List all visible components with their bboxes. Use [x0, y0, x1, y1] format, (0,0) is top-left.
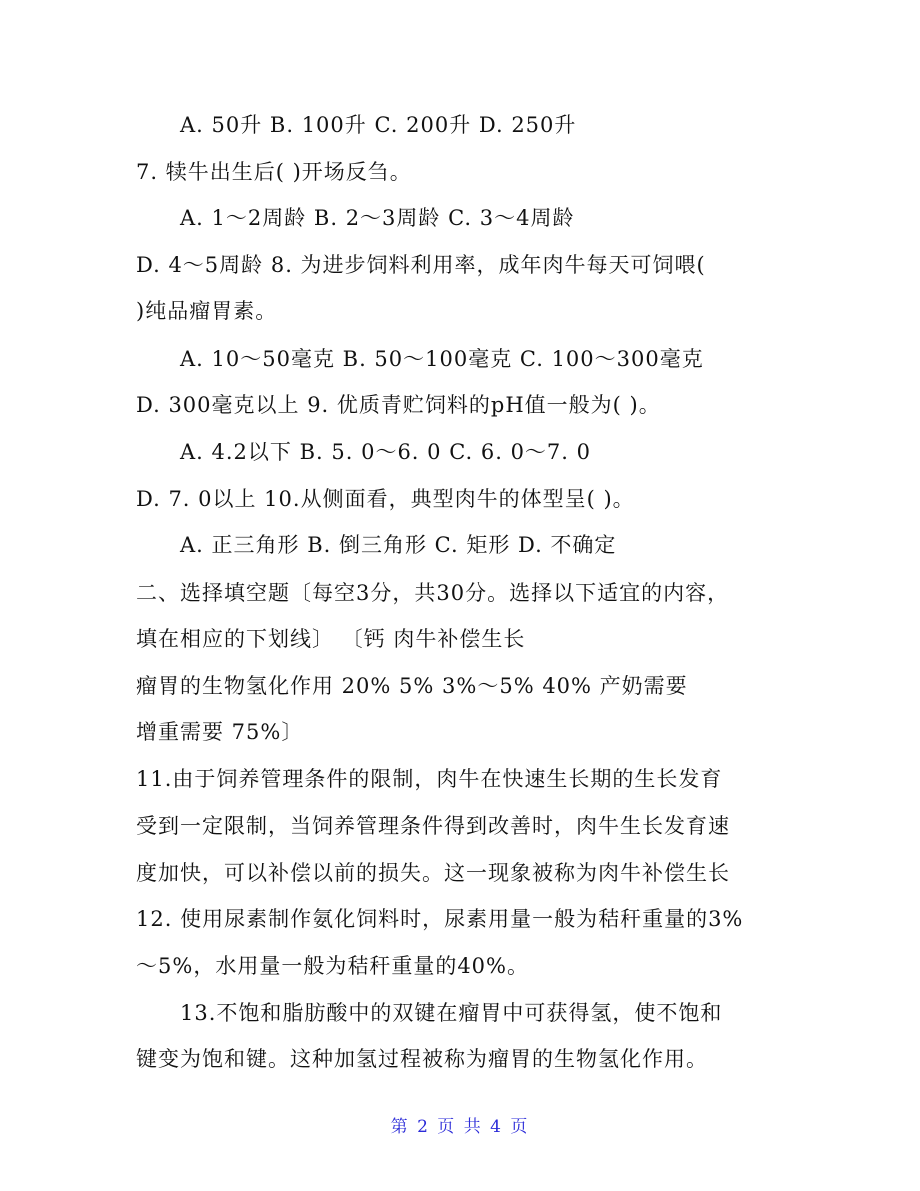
section-2-instructions: 填在相应的下划线〕 〔钙 肉牛补偿生长 [136, 627, 526, 651]
q8-option-d-q9-question: D. 300毫克以上 9. 优质青贮饲料的pH值一般为( )。 [136, 393, 661, 417]
q13-text-1: 13.不饱和脂肪酸中的双键在瘤胃中可获得氢，使不饱和 [180, 1001, 723, 1025]
q11-text-3: 度加快，可以补偿以前的损失。这一现象被称为肉牛补偿生长 [136, 861, 730, 885]
section-2-heading: 二、选择填空题〔每空3分，共30分。选择以下适宜的内容， [136, 581, 730, 605]
q8-options: A. 10～50毫克 B. 50～100毫克 C. 100～300毫克 [180, 347, 704, 371]
q7-question: 7. 犊牛出生后( )开场反刍。 [136, 160, 412, 184]
q9-options: A. 4.2以下 B. 5. 0～6. 0 C. 6. 0～7. 0 [180, 440, 592, 464]
q9-option-d-q10-question: D. 7. 0以上 10.从侧面看，典型肉牛的体型呈( )。 [136, 487, 635, 511]
page-footer: 第 2 页 共 4 页 [390, 1117, 530, 1137]
q10-options: A. 正三角形 B. 倒三角形 C. 矩形 D. 不确定 [180, 533, 617, 557]
q13-text-2: 键变为饱和键。这种加氢过程被称为瘤胃的生物氢化作用。 [136, 1047, 708, 1071]
section-2-choices: 瘤胃的生物氢化作用 20% 5% 3%～5% 40% 产奶需要 [136, 674, 688, 698]
q6-options: A. 50升 B. 100升 C. 200升 D. 250升 [180, 113, 577, 137]
q8-question-cont: )纯品瘤胃素。 [136, 299, 278, 323]
q12-text-1: 12. 使用尿素制作氨化饲料时，尿素用量一般为秸秆重量的3% [136, 907, 744, 931]
q11-text-1: 11.由于饲养管理条件的限制，肉牛在快速生长期的生长发育 [136, 767, 723, 791]
q12-text-2: ～5%，水用量一般为秸秆重量的40%。 [136, 954, 529, 978]
q7-options: A. 1～2周龄 B. 2～3周龄 C. 3～4周龄 [180, 206, 575, 230]
q7-option-d-q8-question: D. 4～5周龄 8. 为进步饲料利用率，成年肉牛每天可饲喂( [136, 253, 706, 277]
section-2-choices-cont: 增重需要 75%〕 [136, 720, 304, 744]
q11-text-2: 受到一定限制，当饲养管理条件得到改善时，肉牛生长发育速 [136, 814, 730, 838]
